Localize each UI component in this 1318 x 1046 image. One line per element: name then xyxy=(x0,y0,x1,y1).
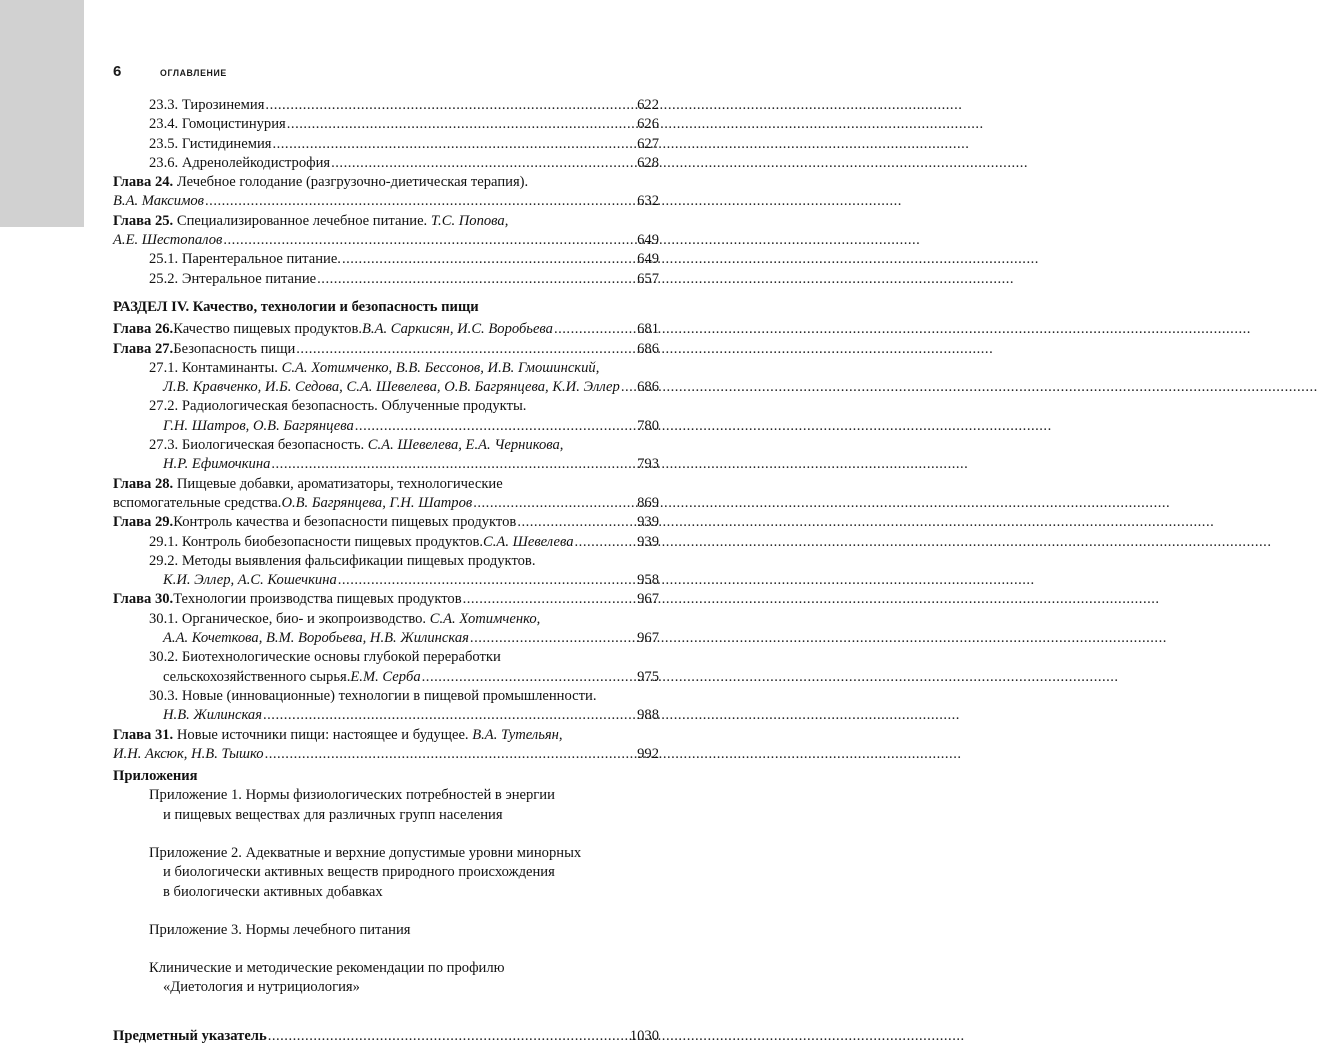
entry-page-number: 686 xyxy=(637,379,659,396)
entry-text-segment: 23.3. Тирозинемия xyxy=(149,97,265,113)
toc-entry-ch24-line1 xyxy=(113,173,659,192)
entry-page-number: 958 xyxy=(637,572,659,589)
toc-entry-e30-3-line1 xyxy=(113,687,659,706)
entry-text-segment: Н.В. Жилинская xyxy=(163,707,262,724)
entry-text-segment: Лечебное голодание (разгрузочно-диетическая терапия). xyxy=(173,174,529,191)
entry-text-segment: Глава 26. xyxy=(113,321,174,338)
toc-entry-e29-2-line1 xyxy=(113,552,659,571)
entry-text-segment: В.А. Максимов xyxy=(113,193,205,210)
entry-text-segment: 30.3. Новые (инновационные) технологии в пищевой промышленности. xyxy=(149,687,597,704)
entry-text-segment: Безопасность пищи xyxy=(173,340,296,357)
dot-leader xyxy=(473,494,630,513)
entry-page-number: 626 xyxy=(637,116,659,133)
toc-entry-list xyxy=(113,96,659,764)
entry-text-segment: С.А. Хотимченко, xyxy=(429,610,541,627)
toc-entry-e30-1-line1 xyxy=(113,610,659,629)
entry-text-segment: В.А. Саркисян, И.С. Воробьева xyxy=(362,321,553,338)
entry-text-segment: Глава 30. xyxy=(113,591,174,608)
entry-text-segment: 30.1. Органическое, био- и экопроизводство. xyxy=(149,610,430,627)
entry-page-number: 992 xyxy=(637,745,659,762)
toc-entry-e29-2-line2[interactable] xyxy=(113,571,659,590)
toc-entry-e23-3[interactable] xyxy=(113,96,659,115)
dot-leader xyxy=(317,270,630,289)
entry-text-segment: А.Е. Шестопалов xyxy=(113,232,223,249)
entry-text-segment: 27.2. Радиологическая безопасность. Облученные продукты. xyxy=(149,398,527,415)
entry-text-segment: 23.4. Гомоцистинурия xyxy=(149,116,286,133)
entry-page-number: 686 xyxy=(637,340,659,357)
entry-text-segment: 25.2. Энтеральное питание xyxy=(149,270,317,287)
entry-text-segment: Специализированное лечебное питание. xyxy=(173,212,431,229)
dot-leader xyxy=(338,571,630,590)
dot-leader xyxy=(223,231,630,250)
toc-entry-ch31-line2[interactable] xyxy=(113,745,659,764)
dot-leader xyxy=(463,590,630,609)
toc-entry-ch31-line1 xyxy=(113,726,659,745)
entry-text-segment: Глава 25. xyxy=(113,212,174,229)
entry-text-segment: Г.Н. Шатров, О.В. Багрянцева xyxy=(163,417,354,434)
toc-entry-ch28-line2[interactable] xyxy=(113,494,659,513)
entry-page-number: 939 xyxy=(637,514,659,531)
entry-text-segment: Н.Р. Ефимочкина xyxy=(163,456,271,473)
appendix-item-app1-line2: и пищевых веществах для различных групп населения xyxy=(163,806,503,823)
dot-leader xyxy=(265,745,630,764)
entry-text-segment: В.А. Тутельян, xyxy=(472,726,563,743)
toc-entry-e27-3-line2[interactable] xyxy=(113,455,659,474)
entry-text-segment: 27.3. Биологическая безопасность. xyxy=(149,437,368,454)
subject-index-entry[interactable] xyxy=(113,1027,659,1046)
dot-leader xyxy=(205,192,630,211)
entry-text-segment: А.А. Кочеткова, В.М. Воробьева, Н.В. Жилинская xyxy=(163,630,469,647)
toc-entry-e27-1-line1 xyxy=(113,359,659,378)
toc-entry-ch24-line2[interactable] xyxy=(113,192,659,211)
entry-text-segment: И.Н. Аксюк, Н.В. Тышко xyxy=(113,745,264,762)
entry-text-segment: С.А. Шевелева xyxy=(483,533,574,550)
entry-text-segment: Контроль качества и безопасности пищевых продуктов xyxy=(173,514,517,531)
dot-leader xyxy=(355,417,630,436)
entry-text-segment: К.И. Эллер, А.С. Кошечкина xyxy=(163,572,337,589)
toc-entry-e29-1[interactable] xyxy=(113,533,659,552)
toc-entry-ch25-line2[interactable] xyxy=(113,231,659,250)
dot-leader xyxy=(263,706,630,725)
dot-leader xyxy=(296,340,630,359)
toc-entry-ch26[interactable] xyxy=(113,320,659,339)
entry-text-segment: 27.1. Контаминанты. xyxy=(149,359,282,376)
dot-leader xyxy=(575,533,630,552)
entry-page-number: 967 xyxy=(637,630,659,647)
dot-leader xyxy=(272,135,630,154)
spacer xyxy=(113,289,659,298)
dot-leader xyxy=(287,115,630,134)
dot-leader xyxy=(517,513,630,532)
toc-entry-ch27[interactable] xyxy=(113,340,659,359)
toc-entry-e25-2[interactable] xyxy=(113,270,659,289)
entry-page-number: 657 xyxy=(637,270,659,287)
entry-page-number: 869 xyxy=(637,494,659,511)
entry-page-number: 628 xyxy=(637,154,659,171)
subject-index-page: 1030 xyxy=(629,1027,659,1044)
appendices-heading: Приложения xyxy=(113,768,198,785)
entry-page-number: 975 xyxy=(637,668,659,685)
toc-entry-e23-5[interactable] xyxy=(113,135,659,154)
entry-page-number: 988 xyxy=(637,707,659,724)
entry-page-number: 939 xyxy=(637,533,659,550)
entry-text-segment: Л.В. Кравченко, И.Б. Седова, С.А. Шевелева, О.В. Багрянцева, К.И. Эллер xyxy=(163,379,620,396)
entry-page-number: 649 xyxy=(637,251,659,268)
toc-entry-e23-4[interactable] xyxy=(113,115,659,134)
entry-page-number: 681 xyxy=(637,321,659,338)
appendix-item-app1-line1: Приложение 1. Нормы физиологических потребностей в энергии xyxy=(149,787,555,804)
entry-text-segment: Т.С. Попова, xyxy=(430,212,509,229)
entry-page-number: 793 xyxy=(637,456,659,473)
entry-page-number: 780 xyxy=(637,417,659,434)
toc-entry-ch30[interactable] xyxy=(113,590,659,609)
entry-text-segment: сельскохозяйственного сырья. xyxy=(163,668,351,685)
dot-leader xyxy=(470,629,630,648)
toc-entry-e27-2-line1 xyxy=(113,397,659,416)
entry-text-segment: Технологии производства пищевых продуктов xyxy=(173,591,462,608)
toc-content xyxy=(113,63,659,1046)
subject-index-label: Предметный указатель xyxy=(113,1027,267,1044)
entry-text-segment: 23.5. Гистидинемия xyxy=(149,135,272,152)
toc-entry-e30-3-line2[interactable] xyxy=(113,706,659,725)
entry-text-segment: С.А. Шевелева, Е.А. Черникова, xyxy=(367,437,564,454)
entry-text-segment: 25.1. Парентеральное питание. xyxy=(149,251,341,268)
entry-text-segment: 29.1. Контроль биобезопасности пищевых продуктов. xyxy=(149,533,484,550)
running-head xyxy=(113,63,659,85)
entry-text-segment: Новые источники пищи: настоящее и будущее. xyxy=(173,726,473,743)
entry-page-number: 632 xyxy=(637,193,659,210)
toc-entry-e27-2-line2[interactable] xyxy=(113,417,659,436)
toc-entry-e25-1[interactable] xyxy=(113,250,659,269)
toc-entry-e23-6[interactable] xyxy=(113,154,659,173)
dot-leader xyxy=(342,250,630,269)
dot-leader xyxy=(621,378,630,397)
entry-text-segment: 23.6. Адренолейкодистрофия xyxy=(149,154,331,171)
appendix-item-app3-line1: Приложение 3. Нормы лечебного питания xyxy=(149,921,411,938)
dot-leader xyxy=(265,96,630,115)
entry-text-segment: С.А. Хотимченко, В.В. Бессонов, И.В. Гмошинский, xyxy=(281,359,600,376)
entry-text-segment: 30.2. Биотехнологические основы глубокой переработки xyxy=(149,649,501,666)
entry-text-segment: Е.М. Серба xyxy=(350,668,421,685)
entry-text-segment: Пищевые добавки, ароматизаторы, технологические xyxy=(173,475,503,492)
spacer xyxy=(113,902,659,921)
spacer xyxy=(113,825,659,844)
toc-entry-ch29[interactable] xyxy=(113,513,659,532)
toc-entry-ch25-line1 xyxy=(113,212,659,231)
toc-entry-e30-1-line2[interactable] xyxy=(113,629,659,648)
running-head-title: ОГЛАВЛЕНИЕ xyxy=(160,68,227,79)
entry-text-segment: О.В. Багрянцева, Г.Н. Шатров xyxy=(281,494,473,511)
toc-entry-e27-3-line1 xyxy=(113,436,659,455)
dot-leader xyxy=(554,320,630,339)
entry-page-number: 649 xyxy=(637,232,659,249)
spacer xyxy=(113,998,659,1027)
appendix-item-app2-line3: в биологически активных добавках xyxy=(163,883,383,900)
entry-text-segment: Глава 24. xyxy=(113,174,174,191)
dot-leader xyxy=(268,1027,627,1046)
toc-entry-e27-1-line2[interactable] xyxy=(113,378,659,397)
appendix-item-app2-line1: Приложение 2. Адекватные и верхние допустимые уровни минорных xyxy=(149,844,582,861)
page-gutter-shadow xyxy=(0,0,84,227)
entry-text-segment: 29.2. Методы выявления фальсификации пищевых продуктов. xyxy=(149,552,536,569)
appendix-item-app2-line2: и биологически активных веществ природного происхождения xyxy=(163,864,555,881)
entry-text-segment: вспомогательные средства. xyxy=(113,494,282,511)
toc-entry-e30-2-line2[interactable] xyxy=(113,668,659,687)
spacer xyxy=(113,940,659,959)
part-heading-razdel4: РАЗДЕЛ IV. Качество, технологии и безопасность пищи xyxy=(113,298,479,315)
entry-page-number: 967 xyxy=(637,591,659,608)
entry-page-number: 622 xyxy=(637,97,659,113)
entry-text-segment: Глава 31. xyxy=(113,726,174,743)
dot-leader xyxy=(271,455,630,474)
toc-entry-e30-2-line1 xyxy=(113,648,659,667)
appendix-item-app4-line2: «Диетология и нутрициология» xyxy=(163,979,360,996)
entry-text-segment: Глава 29. xyxy=(113,514,174,531)
appendix-item-app4-line1: Клинические и методические рекомендации по профилю xyxy=(149,960,505,977)
dot-leader xyxy=(331,154,630,173)
entry-page-number: 627 xyxy=(637,135,659,152)
toc-entry-ch28-line1 xyxy=(113,475,659,494)
entry-text-segment: Качество пищевых продуктов. xyxy=(173,321,363,338)
appendix-list xyxy=(113,786,659,997)
page-folio-number: 6 xyxy=(113,63,122,80)
entry-text-segment: Глава 27. xyxy=(113,340,174,357)
entry-text-segment: Глава 28. xyxy=(113,475,174,492)
dot-leader xyxy=(422,668,630,687)
